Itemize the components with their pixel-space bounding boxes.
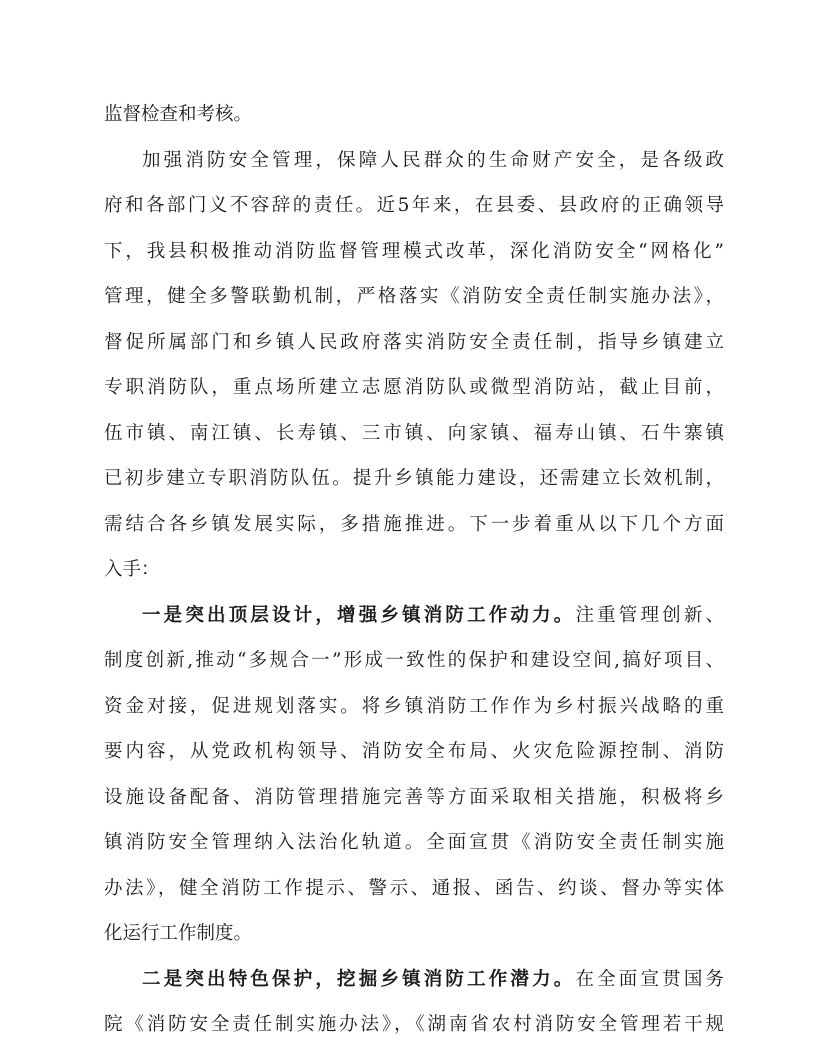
text-line: 监督检查和考核。 — [104, 104, 253, 125]
text-line: 管理，健全多警联勤机制，严格落实《消防安全责任制实施办法》， — [104, 286, 724, 307]
text-line: 设施设备配备、消防管理措施完善等方面采取相关措施，积极将乡 — [104, 787, 724, 808]
text-line: 府和各部门义不容辞的责任。近5年来，在县委、县政府的正确领导 — [104, 195, 724, 216]
text-line — [142, 968, 724, 992]
text-line: 专职消防队，重点场所建立志愿消防队或微型消防站，截止目前， — [104, 377, 724, 398]
paragraph-heading: 二是突出特色保护，挖掘乡镇消防工作潜力。 — [142, 969, 576, 990]
text-line: 加强消防安全管理，保障人民群众的生命财产安全，是各级政 — [142, 150, 724, 171]
text-run: 在全面宣贯国务 — [575, 969, 724, 990]
text-line: 需结合各乡镇发展实际，多措施推进。下一步着重从以下几个方面 — [104, 514, 724, 535]
text-line: 镇消防安全管理纳入法治化轨道。全面宣贯《消防安全责任制实施 — [104, 832, 724, 853]
text-line: 制度创新,推动“多规合一”形成一致性的保护和建设空间,搞好项目、 — [104, 650, 724, 671]
paragraph-heading: 一是突出顶层设计，增强乡镇消防工作动力。 — [142, 605, 576, 626]
text-line — [142, 604, 724, 628]
text-line: 伍市镇、南江镇、长寿镇、三市镇、向家镇、福寿山镇、石牛寨镇 — [104, 423, 724, 444]
text-line: 要内容，从党政机构领导、消防安全布局、火灾危险源控制、消防 — [104, 741, 724, 762]
text-line: 资金对接，促进规划落实。将乡镇消防工作作为乡村振兴战略的重 — [104, 696, 724, 717]
text-run: 注重管理创新、 — [575, 605, 724, 626]
text-line: 院《消防安全责任制实施办法》，《湖南省农村消防安全管理若干规 — [104, 1014, 724, 1035]
text-line: 下，我县积极推动消防监督管理模式改革，深化消防安全“网格化” — [104, 241, 724, 262]
text-line: 入手： — [104, 559, 160, 580]
text-line: 化运行工作制度。 — [104, 923, 253, 944]
text-line: 办法》，健全消防工作提示、警示、通报、函告、约谈、督办等实体 — [104, 878, 724, 899]
text-line: 已初步建立专职消防队伍。提升乡镇能力建设，还需建立长效机制， — [104, 468, 724, 489]
text-line: 督促所属部门和乡镇人民政府落实消防安全责任制，指导乡镇建立 — [104, 332, 724, 353]
